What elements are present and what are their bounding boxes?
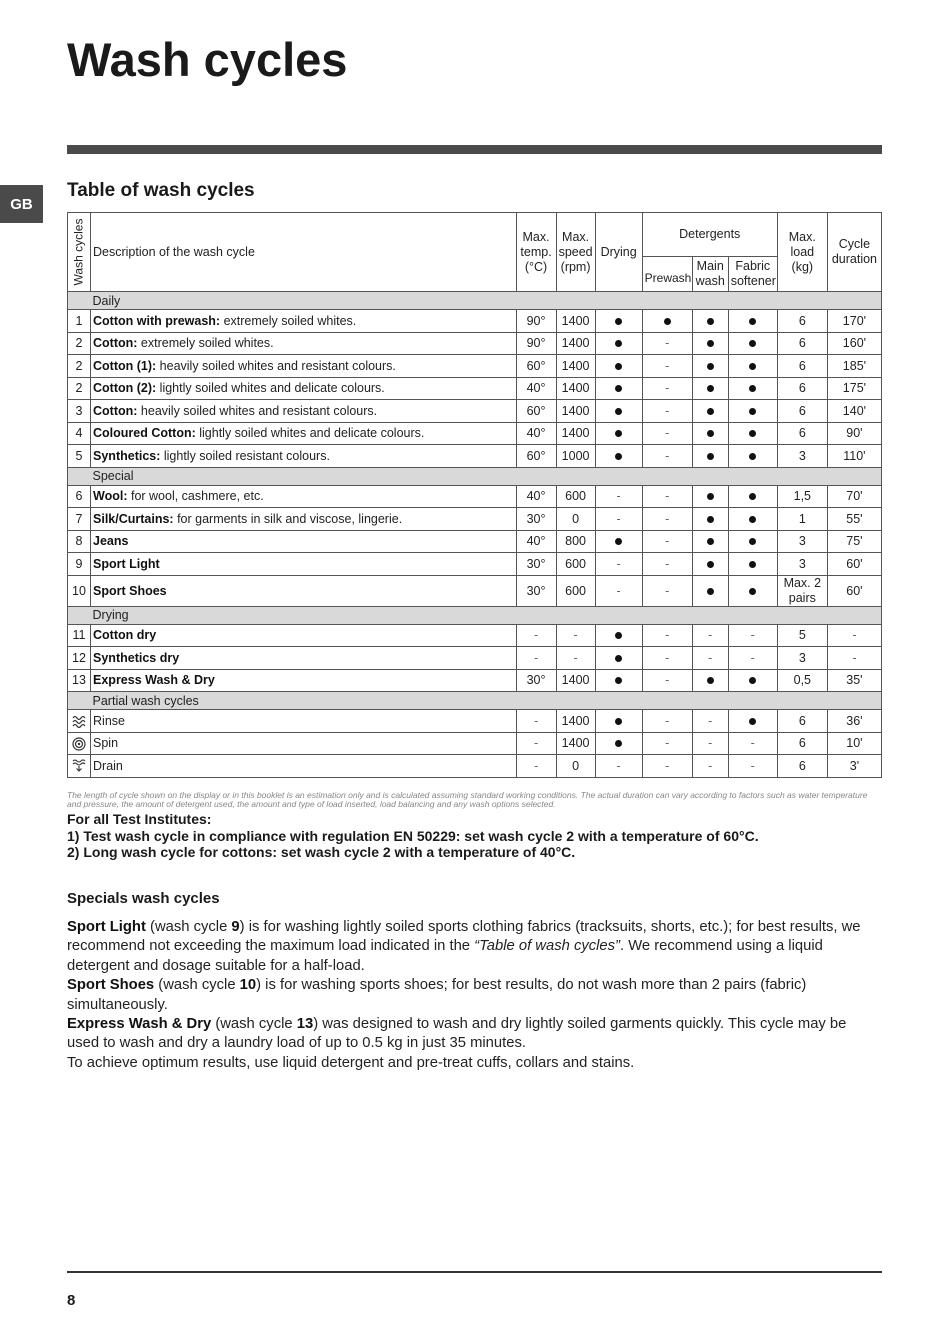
max-load-cell: 1,5 (777, 485, 827, 508)
fabric-softener-cell (728, 310, 777, 333)
rinse-icon (71, 713, 87, 727)
cycle-description: Jeans (91, 530, 517, 553)
section-row-drying (68, 606, 882, 624)
max-temp-cell: 90° (516, 310, 556, 333)
bullet-mark (749, 561, 756, 568)
max-temp-cell: - (516, 624, 556, 647)
table-row (68, 732, 882, 755)
max-load-cell: 1 (777, 508, 827, 531)
max-speed-cell: - (556, 624, 595, 647)
main-wash-cell (692, 377, 728, 400)
cycle-number: 8 (68, 530, 91, 553)
bullet-mark (707, 588, 714, 595)
max-temp-cell: 60° (516, 355, 556, 378)
max-speed-cell: 600 (556, 553, 595, 576)
cycle-number: 7 (68, 508, 91, 531)
header-main-wash: Main wash (692, 256, 728, 292)
table-row (68, 422, 882, 445)
institutes-line-2: 2) Long wash cycle for cottons: set wash cycle 2 with a temperature of 40°C. (67, 844, 576, 860)
cycle-description: Cotton: heavily soiled whites and resistant colours. (91, 400, 517, 423)
drying-cell (595, 422, 642, 445)
bullet-mark (749, 408, 756, 415)
main-wash-cell: - (692, 624, 728, 647)
fabric-softener-cell (728, 553, 777, 576)
cycle-duration-cell: 185' (827, 355, 881, 378)
drying-cell: - (595, 508, 642, 531)
table-row (68, 553, 882, 576)
max-temp-cell: 90° (516, 332, 556, 355)
cycle-number: 11 (68, 624, 91, 647)
drying-cell: - (595, 575, 642, 606)
prewash-cell: - (642, 332, 692, 355)
page-number: 8 (67, 1292, 76, 1309)
max-load-cell: 3 (777, 445, 827, 468)
header-fabric-softener: Fabric softener (728, 256, 777, 292)
table-header-row (68, 213, 882, 257)
main-wash-cell (692, 553, 728, 576)
prewash-cell: - (642, 485, 692, 508)
drying-cell: - (595, 755, 642, 778)
max-load-cell: 3 (777, 530, 827, 553)
max-speed-cell: 1400 (556, 400, 595, 423)
table-row (68, 755, 882, 778)
max-load-cell: 6 (777, 355, 827, 378)
drying-cell (595, 445, 642, 468)
drying-cell (595, 669, 642, 692)
max-speed-cell: 800 (556, 530, 595, 553)
prewash-cell: - (642, 400, 692, 423)
cycle-description: Cotton (1): heavily soiled whites and resistant colours. (91, 355, 517, 378)
bullet-mark (707, 677, 714, 684)
max-temp-cell: - (516, 732, 556, 755)
max-speed-cell: 1400 (556, 355, 595, 378)
cycle-number: 1 (68, 310, 91, 333)
bullet-mark (615, 408, 622, 415)
cycle-description: Wool: for wool, cashmere, etc. (91, 485, 517, 508)
main-wash-cell (692, 530, 728, 553)
max-speed-cell: 1400 (556, 310, 595, 333)
prewash-cell: - (642, 530, 692, 553)
max-speed-cell: 0 (556, 755, 595, 778)
bullet-mark (749, 385, 756, 392)
cycle-duration-cell: 36' (827, 710, 881, 733)
max-temp-cell: 30° (516, 575, 556, 606)
cycle-duration-cell: - (827, 624, 881, 647)
cycle-description: Drain (91, 755, 517, 778)
fabric-softener-cell (728, 669, 777, 692)
bullet-mark (749, 677, 756, 684)
main-wash-cell: - (692, 732, 728, 755)
header-drying: Drying (595, 213, 642, 292)
max-speed-cell: - (556, 647, 595, 670)
prewash-cell: - (642, 445, 692, 468)
bullet-mark (707, 516, 714, 523)
max-load-cell: 3 (777, 553, 827, 576)
section-label: Special (91, 467, 882, 485)
prewash-cell: - (642, 755, 692, 778)
max-load-cell: 6 (777, 732, 827, 755)
max-temp-cell: 40° (516, 377, 556, 400)
sport-light-paragraph: Sport Light (wash cycle 9) is for washing lightly soiled sports clothing fabrics (tracksuits, shorts, etc.); for best results, we recommend not exceeding the maximum load indicated in the “Table of wash cycles”. We recommend using a liquid detergent and dosage suitable for a half-load. (67, 919, 861, 974)
drying-cell (595, 377, 642, 400)
fabric-softener-cell (728, 355, 777, 378)
drying-cell: - (595, 553, 642, 576)
section-label: Partial wash cycles (91, 692, 882, 710)
page-title: Wash cycles (67, 33, 348, 86)
bullet-mark (749, 453, 756, 460)
fabric-softener-cell (728, 377, 777, 400)
cycle-number: 3 (68, 400, 91, 423)
cycle-description: Cotton dry (91, 624, 517, 647)
section-label: Daily (91, 292, 882, 310)
main-wash-cell (692, 400, 728, 423)
table-row (68, 624, 882, 647)
institutes-heading: For all Test Institutes: (67, 811, 212, 827)
table-title: Table of wash cycles (67, 180, 255, 201)
main-wash-cell (692, 310, 728, 333)
bullet-mark (615, 340, 622, 347)
header-description: Description of the wash cycle (91, 213, 517, 292)
cycle-duration-cell: 110' (827, 445, 881, 468)
main-wash-cell (692, 485, 728, 508)
prewash-cell: - (642, 355, 692, 378)
max-speed-cell: 1400 (556, 732, 595, 755)
cycle-number (68, 755, 91, 778)
table-row (68, 669, 882, 692)
specials-title: Specials wash cycles (67, 890, 220, 907)
drying-cell (595, 732, 642, 755)
max-load-cell: 6 (777, 422, 827, 445)
cycle-number: 6 (68, 485, 91, 508)
language-tab: GB (0, 185, 43, 223)
cycle-duration-cell: 175' (827, 377, 881, 400)
table-row (68, 400, 882, 423)
prewash-cell: - (642, 624, 692, 647)
max-temp-cell: 40° (516, 485, 556, 508)
bullet-mark (749, 516, 756, 523)
bullet-mark (707, 408, 714, 415)
spin-icon (71, 736, 87, 750)
main-wash-cell (692, 575, 728, 606)
bullet-mark (749, 538, 756, 545)
bullet-mark (749, 340, 756, 347)
cycle-duration-cell: 170' (827, 310, 881, 333)
drying-cell (595, 710, 642, 733)
bullet-mark (615, 538, 622, 545)
max-load-cell: 3 (777, 647, 827, 670)
table-row (68, 377, 882, 400)
bullet-mark (615, 453, 622, 460)
prewash-cell: - (642, 710, 692, 733)
section-row-special (68, 467, 882, 485)
max-load-cell: 6 (777, 377, 827, 400)
bullet-mark (664, 318, 671, 325)
cycle-number: 4 (68, 422, 91, 445)
drying-cell: - (595, 485, 642, 508)
bottom-rule (67, 1271, 882, 1273)
prewash-cell (642, 310, 692, 333)
max-speed-cell: 1400 (556, 710, 595, 733)
main-wash-cell: - (692, 647, 728, 670)
max-load-cell: 6 (777, 332, 827, 355)
bullet-mark (749, 363, 756, 370)
cycle-duration-cell: 60' (827, 553, 881, 576)
bullet-mark (749, 493, 756, 500)
prewash-cell: - (642, 669, 692, 692)
cycle-number: 13 (68, 669, 91, 692)
table-row (68, 332, 882, 355)
max-load-cell: Max. 2 pairs (777, 575, 827, 606)
table-row (68, 575, 882, 606)
max-speed-cell: 1400 (556, 669, 595, 692)
bullet-mark (749, 318, 756, 325)
cycle-description: Spin (91, 732, 517, 755)
max-load-cell: 6 (777, 400, 827, 423)
max-temp-cell: 30° (516, 508, 556, 531)
max-temp-cell: 40° (516, 530, 556, 553)
wash-cycles-table (67, 212, 882, 778)
table-footnote: The length of cycle shown on the display or in this booklet is an estimation only and is calculated assuming standard working conditions. The actual duration can vary according to factors such as water temperature and pressure, the amount of detergent used, the amount and type of load inserted, load balancing and any wash options selected. (67, 790, 868, 809)
prewash-cell: - (642, 732, 692, 755)
institutes-line-1: 1) Test wash cycle in compliance with regulation EN 50229: set wash cycle 2 with a temperature of 60°C. (67, 827, 759, 844)
bullet-mark (707, 453, 714, 460)
table-row (68, 530, 882, 553)
drying-cell (595, 400, 642, 423)
drying-cell (595, 647, 642, 670)
cycle-duration-cell: 160' (827, 332, 881, 355)
cycle-description: Rinse (91, 710, 517, 733)
prewash-cell: - (642, 377, 692, 400)
cycle-number: 10 (68, 575, 91, 606)
cycle-number (68, 710, 91, 733)
cycle-description: Sport Shoes (91, 575, 517, 606)
header-max-speed: Max. speed (rpm) (556, 213, 595, 292)
drying-cell (595, 332, 642, 355)
max-load-cell: 6 (777, 755, 827, 778)
cycle-description: Synthetics dry (91, 647, 517, 670)
bullet-mark (615, 677, 622, 684)
main-wash-cell: - (692, 710, 728, 733)
sport-shoes-paragraph: Sport Shoes (wash cycle 10) is for washing sports shoes; for best results, do not wash more than 2 pairs (fabric) simultaneously. (67, 977, 807, 1013)
main-wash-cell (692, 445, 728, 468)
table-row (68, 508, 882, 531)
section-row-partial (68, 692, 882, 710)
cycle-duration-cell: 55' (827, 508, 881, 531)
cycle-description: Cotton: extremely soiled whites. (91, 332, 517, 355)
section-label: Drying (91, 606, 882, 624)
test-institutes-note (67, 811, 882, 861)
cycle-number: 2 (68, 377, 91, 400)
bullet-mark (707, 430, 714, 437)
drying-cell (595, 624, 642, 647)
prewash-cell: - (642, 575, 692, 606)
bullet-mark (707, 318, 714, 325)
table-row (68, 710, 882, 733)
header-max-temp: Max. temp. (°C) (516, 213, 556, 292)
closing-paragraph: To achieve optimum results, use liquid detergent and pre-treat cuffs, collars and stains. (67, 1054, 635, 1071)
fabric-softener-cell: - (728, 755, 777, 778)
cycle-number: 5 (68, 445, 91, 468)
max-temp-cell: - (516, 647, 556, 670)
cycle-description: Synthetics: lightly soiled resistant colours. (91, 445, 517, 468)
max-temp-cell: - (516, 755, 556, 778)
bullet-mark (707, 363, 714, 370)
prewash-cell: - (642, 422, 692, 445)
max-speed-cell: 0 (556, 508, 595, 531)
cycle-duration-cell: 35' (827, 669, 881, 692)
fabric-softener-cell (728, 530, 777, 553)
bullet-mark (749, 588, 756, 595)
fabric-softener-cell (728, 445, 777, 468)
table-row (68, 445, 882, 468)
cycle-number: 9 (68, 553, 91, 576)
max-load-cell: 0,5 (777, 669, 827, 692)
cycle-duration-cell: 3' (827, 755, 881, 778)
max-speed-cell: 600 (556, 575, 595, 606)
max-speed-cell: 600 (556, 485, 595, 508)
prewash-cell: - (642, 508, 692, 531)
max-temp-cell: 30° (516, 669, 556, 692)
cycle-description: Coloured Cotton: lightly soiled whites and delicate colours. (91, 422, 517, 445)
max-temp-cell: - (516, 710, 556, 733)
drying-cell (595, 530, 642, 553)
cycle-description: Cotton (2): lightly soiled whites and delicate colours. (91, 377, 517, 400)
express-paragraph: Express Wash & Dry (wash cycle 13) was designed to wash and dry lightly soiled garments quickly. This cycle may be used to wash and dry a laundry load of up to 0.5 kg in just 35 minutes. (67, 1016, 847, 1052)
table-row (68, 355, 882, 378)
fabric-softener-cell (728, 508, 777, 531)
prewash-cell: - (642, 647, 692, 670)
drain-icon (71, 758, 87, 772)
section-spacer (68, 292, 91, 310)
cycle-duration-cell: 60' (827, 575, 881, 606)
main-wash-cell (692, 422, 728, 445)
header-cycle-duration: Cycle duration (827, 213, 881, 292)
main-wash-cell: - (692, 755, 728, 778)
table-row (68, 310, 882, 333)
drying-cell (595, 310, 642, 333)
fabric-softener-cell (728, 575, 777, 606)
cycle-number (68, 732, 91, 755)
header-wash-cycles: Wash cycles (68, 213, 91, 292)
section-row-daily (68, 292, 882, 310)
main-wash-cell (692, 508, 728, 531)
bullet-mark (707, 561, 714, 568)
cycle-number: 2 (68, 332, 91, 355)
bullet-mark (615, 363, 622, 370)
bullet-mark (615, 318, 622, 325)
bullet-mark (749, 718, 756, 725)
max-speed-cell: 1400 (556, 422, 595, 445)
max-load-cell: 6 (777, 710, 827, 733)
cycle-duration-cell: 75' (827, 530, 881, 553)
header-max-load: Max. load (kg) (777, 213, 827, 292)
prewash-cell: - (642, 553, 692, 576)
max-temp-cell: 40° (516, 422, 556, 445)
header-detergents: Detergents (642, 213, 777, 257)
table-row (68, 485, 882, 508)
max-load-cell: 6 (777, 310, 827, 333)
max-speed-cell: 1000 (556, 445, 595, 468)
bullet-mark (615, 740, 622, 747)
max-temp-cell: 60° (516, 400, 556, 423)
bullet-mark (615, 430, 622, 437)
cycle-description: Sport Light (91, 553, 517, 576)
max-load-cell: 5 (777, 624, 827, 647)
cycle-duration-cell: 70' (827, 485, 881, 508)
max-speed-cell: 1400 (556, 377, 595, 400)
fabric-softener-cell (728, 332, 777, 355)
bullet-mark (707, 385, 714, 392)
fabric-softener-cell (728, 485, 777, 508)
section-spacer (68, 606, 91, 624)
fabric-softener-cell (728, 400, 777, 423)
cycle-number: 12 (68, 647, 91, 670)
cycle-description: Silk/Curtains: for garments in silk and viscose, lingerie. (91, 508, 517, 531)
fabric-softener-cell: - (728, 647, 777, 670)
bullet-mark (707, 493, 714, 500)
title-rule (67, 145, 882, 154)
fabric-softener-cell: - (728, 732, 777, 755)
drying-cell (595, 355, 642, 378)
fabric-softener-cell (728, 710, 777, 733)
cycle-duration-cell: 90' (827, 422, 881, 445)
fabric-softener-cell: - (728, 624, 777, 647)
specials-body (67, 918, 882, 1073)
bullet-mark (707, 538, 714, 545)
cycle-description: Cotton with prewash: extremely soiled whites. (91, 310, 517, 333)
cycle-description: Express Wash & Dry (91, 669, 517, 692)
cycle-number: 2 (68, 355, 91, 378)
table-row (68, 647, 882, 670)
bullet-mark (749, 430, 756, 437)
main-wash-cell (692, 669, 728, 692)
bullet-mark (615, 718, 622, 725)
section-spacer (68, 692, 91, 710)
cycle-duration-cell: 10' (827, 732, 881, 755)
bullet-mark (615, 655, 622, 662)
fabric-softener-cell (728, 422, 777, 445)
max-speed-cell: 1400 (556, 332, 595, 355)
bullet-mark (615, 632, 622, 639)
section-spacer (68, 467, 91, 485)
main-wash-cell (692, 355, 728, 378)
max-temp-cell: 30° (516, 553, 556, 576)
max-temp-cell: 60° (516, 445, 556, 468)
cycle-duration-cell: - (827, 647, 881, 670)
bullet-mark (615, 385, 622, 392)
cycle-duration-cell: 140' (827, 400, 881, 423)
header-prewash: Prewash (642, 256, 692, 292)
bullet-mark (707, 340, 714, 347)
main-wash-cell (692, 332, 728, 355)
